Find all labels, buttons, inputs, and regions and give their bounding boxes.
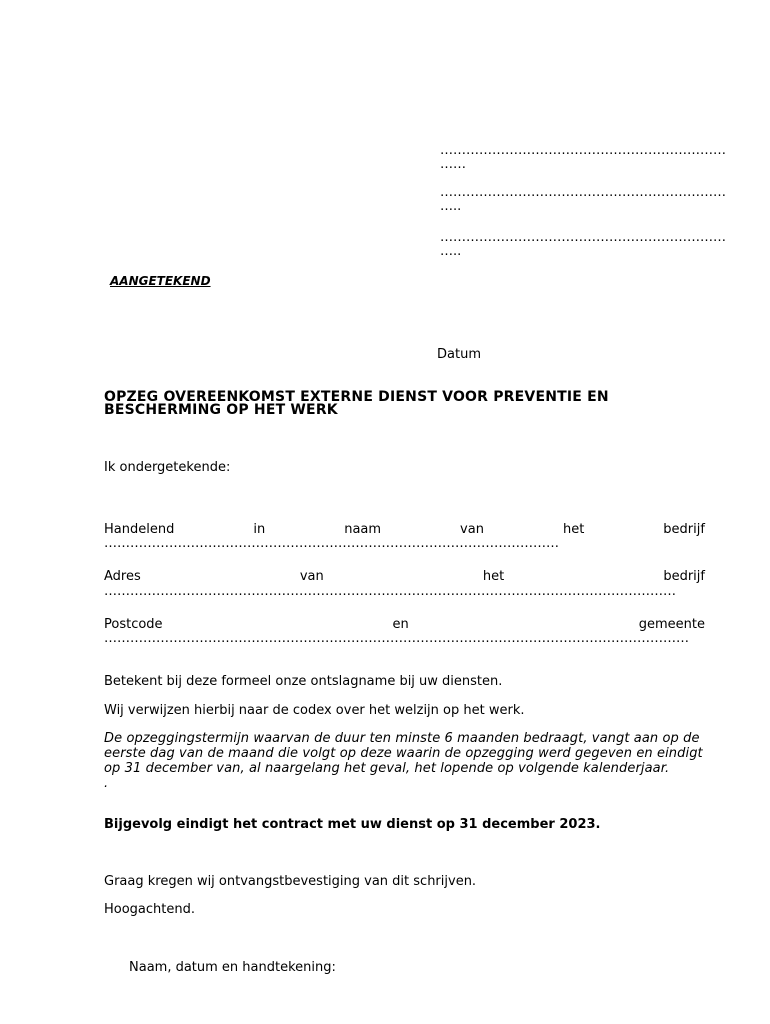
acting-dots: …………………………………………………………………………………………… (104, 536, 559, 551)
address-line-2b: ….. (440, 199, 462, 214)
address-word: bedrijf (663, 569, 705, 584)
registered-label: AANGETEKEND (110, 274, 211, 288)
acting-row (104, 522, 705, 537)
address-word: het (482, 569, 505, 584)
undersigned-label: Ik ondergetekende: (104, 460, 231, 475)
address-line-1a: ………………………………………………………… (440, 143, 726, 158)
acting-word: naam (344, 522, 382, 537)
acting-word: van (460, 522, 484, 537)
closing-text: Hoogachtend. (104, 902, 196, 917)
acting-word: het (562, 522, 585, 537)
acting-word: Handelend (104, 522, 175, 537)
postcode-dots: ……………………………………………………………………………………………………………………… (104, 631, 689, 646)
notice-paragraph: Betekent bij deze formeel onze ontslagname bij uw diensten. (104, 674, 503, 689)
address-line-3a: ………………………………………………………… (440, 230, 726, 245)
postcode-row (104, 617, 705, 632)
acting-word: in (253, 522, 266, 537)
conclusion-paragraph: Bijgevolg eindigt het contract met uw dienst op 31 december 2023. (104, 817, 601, 832)
receipt-paragraph: Graag kregen wij ontvangstbevestiging van dit schrijven. (104, 874, 477, 889)
postcode-word: gemeente (638, 617, 705, 632)
address-word: Adres (104, 569, 141, 584)
term-line-2: eerste dag van de maand die volgt op deze waarin de opzegging werd gegeven en eindigt (104, 746, 703, 761)
term-paragraph (104, 731, 708, 791)
address-word: van (299, 569, 324, 584)
address-line-2a: ………………………………………………………… (440, 185, 726, 200)
postcode-word: en (392, 617, 409, 632)
address-line-3b: ….. (440, 244, 462, 259)
signature-label: Naam, datum en handtekening: (129, 960, 336, 975)
date-label: Datum (437, 347, 481, 362)
document-title-line-2: BESCHERMING OP HET WERK (104, 402, 338, 418)
term-line-4: . (104, 776, 109, 791)
codex-paragraph: Wij verwijzen hierbij naar de codex over het welzijn op het werk. (104, 703, 525, 718)
term-line-1: De opzeggingstermijn waarvan de duur ten minste 6 maanden bedraagt, vangt aan op de (104, 731, 700, 746)
term-line-3: op 31 december van, al naargelang het geval, het lopende op volgende kalenderjaar. (104, 761, 670, 776)
document-title-line-1: OPZEG OVEREENKOMST EXTERNE DIENST VOOR PREVENTIE EN (104, 389, 609, 405)
address-dots: …………………………………………………………………………………………………………………… (104, 584, 676, 599)
acting-word: bedrijf (663, 522, 705, 537)
address-line-1b: …… (440, 157, 466, 172)
postcode-word: Postcode (104, 617, 163, 632)
address-row (104, 569, 705, 584)
